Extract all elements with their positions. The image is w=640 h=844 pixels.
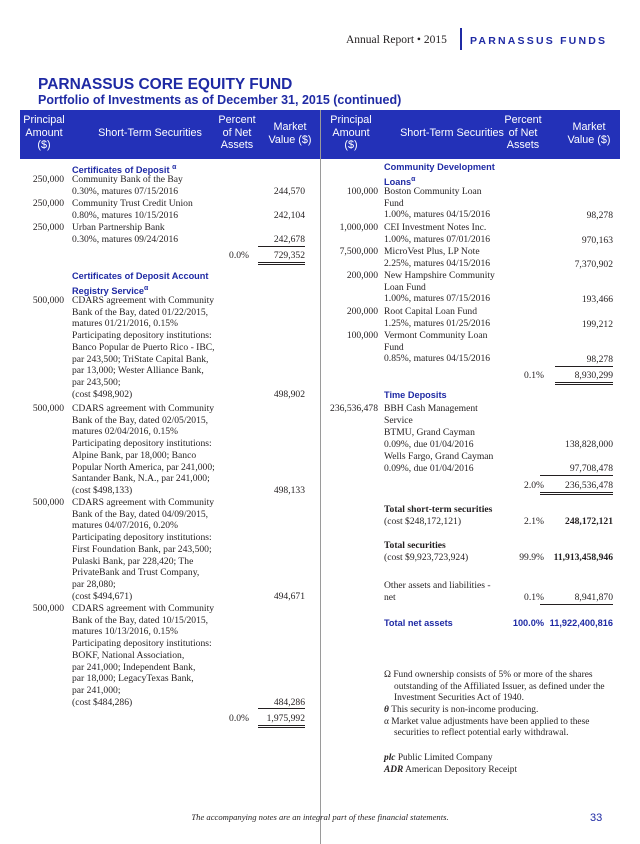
security-terms: 0.09%, due 01/04/2016 xyxy=(384,463,474,474)
security-detail: Bank of the Bay, dated 02/05/2015, xyxy=(72,414,209,426)
total-short-term-label: Total short-term securities xyxy=(384,504,493,515)
security-detail: CDARS agreement with Community xyxy=(72,603,215,614)
column-divider xyxy=(320,110,321,844)
section-title-cdl xyxy=(384,162,495,188)
col-percent-line2: of Net xyxy=(222,126,252,139)
security-name: BTMU, Grand Cayman xyxy=(384,427,475,438)
market-value: 498,133 xyxy=(273,484,305,496)
security-name: Community Trust Credit Union xyxy=(72,198,193,209)
total-net-assets-percent: 100.0% xyxy=(512,618,544,628)
other-assets-label: Other assets and liabilities - xyxy=(384,580,491,591)
security-detail: Participating depository institutions: xyxy=(72,532,212,544)
note-alpha-text-2: securities to reflect potential early withdrawal. xyxy=(394,728,569,738)
total-net-assets-value: 11,922,400,816 xyxy=(549,618,613,628)
cdars-title-line1: Certificates of Deposit Account xyxy=(72,271,209,281)
col-percent-line1: Percent xyxy=(218,114,256,126)
subtotal-value: 729,352 xyxy=(258,250,305,265)
security-detail: 1.25%, matures 01/25/2016 xyxy=(384,317,491,329)
other-assets-value: 8,941,870 xyxy=(540,592,613,605)
brand-name: PARNASSUS FUNDS xyxy=(470,35,608,47)
market-value: 97,708,478 xyxy=(540,463,613,476)
market-value: 242,104 xyxy=(273,210,305,221)
other-assets-label-2: net xyxy=(384,592,396,603)
col-principal-line3: ($) xyxy=(37,139,51,151)
section-title-cdars xyxy=(72,271,208,297)
security-detail: MicroVest Plus, LP Note xyxy=(384,246,480,257)
security-detail: CDARS agreement with Community xyxy=(72,497,215,508)
col-securities-left: Short-Term Securities xyxy=(98,127,202,139)
note-plc xyxy=(384,753,493,765)
col-principal-r-line2: Amount xyxy=(332,126,370,139)
security-name: Community Bank of the Bay xyxy=(72,174,183,185)
principal-amount: 200,000 xyxy=(346,270,378,281)
total-short-term-percent: 2.1% xyxy=(524,516,544,527)
principal-amount: 500,000 xyxy=(32,497,64,508)
security-detail: Participating depository institutions: xyxy=(72,638,212,650)
alpha-mark: α xyxy=(411,175,416,183)
security-detail: 1.00%, matures 07/15/2016 xyxy=(384,293,491,305)
col-securities-right: Short-Term Securities xyxy=(400,127,504,139)
security-detail: Vermont Community Loan xyxy=(384,330,488,341)
total-net-assets-label: Total net assets xyxy=(384,618,453,628)
subtotal-percent: 0.0% xyxy=(229,713,249,724)
market-value: 98,278 xyxy=(555,354,613,367)
market-value: 244,570 xyxy=(273,186,305,197)
security-detail: Participating depository institutions: xyxy=(72,330,212,342)
security-detail: Root Capital Loan Fund xyxy=(384,306,478,317)
section-title-td: Time Deposits xyxy=(384,390,447,400)
market-value: 199,212 xyxy=(581,318,613,330)
security-detail: par 28,080; xyxy=(72,578,116,590)
security-terms: 0.80%, matures 10/15/2016 xyxy=(72,210,179,221)
security-detail: matures 04/07/2016, 0.20% xyxy=(72,520,179,532)
security-detail: matures 10/13/2016, 0.15% xyxy=(72,626,179,638)
note-alpha-text-1: Market value adjustments have been applied to these xyxy=(391,716,590,727)
subtotal-value: 1,975,992 xyxy=(258,713,305,728)
security-detail: matures 02/04/2016, 0.15% xyxy=(72,426,179,438)
security-detail: Banco Popular de Puerto Rico - IBC, xyxy=(72,341,215,353)
security-detail: First Foundation Bank, par 243,500; xyxy=(72,543,212,555)
security-name: Urban Partnership Bank xyxy=(72,222,165,233)
col-percent-r-line2: of Net xyxy=(508,126,538,139)
security-detail: 0.85%, matures 04/15/2016 xyxy=(384,353,491,365)
note-adr xyxy=(384,765,517,777)
security-detail: par 18,000; LegacyTexas Bank, xyxy=(72,673,194,685)
market-value: 7,370,902 xyxy=(574,258,613,270)
note-omega-text-2: outstanding of the Affiliated Issuer, as defined under the xyxy=(394,681,605,692)
security-detail: Fund xyxy=(384,197,404,209)
note-theta xyxy=(384,705,538,717)
report-year: 2015 xyxy=(423,34,447,46)
plc-abbr: plc xyxy=(384,753,396,763)
col-market-left xyxy=(264,121,316,146)
security-detail: par 243,500; TriState Capital Bank, xyxy=(72,353,209,365)
principal-amount: 500,000 xyxy=(32,403,64,414)
security-detail: par 241,000; Independent Bank, xyxy=(72,661,196,673)
security-detail: CDARS agreement with Community xyxy=(72,403,215,414)
header-bullet: • xyxy=(416,34,421,46)
alpha-symbol: α xyxy=(384,716,389,727)
market-value: 970,163 xyxy=(581,234,613,246)
note-alpha xyxy=(384,717,589,729)
omega-symbol: Ω xyxy=(384,670,391,680)
principal-amount: 100,000 xyxy=(346,330,378,341)
market-value: 484,286 xyxy=(258,697,305,710)
security-name: BBH Cash Management xyxy=(384,403,478,414)
security-name: Service xyxy=(384,415,413,426)
alpha-mark: α xyxy=(172,164,177,171)
total-securities-value: 11,913,458,946 xyxy=(553,552,613,563)
security-detail: par 243,500; xyxy=(72,376,121,388)
security-detail: (cost $498,133) xyxy=(72,484,133,496)
col-principal-line1: Principal xyxy=(23,114,65,126)
subtotal-percent: 0.0% xyxy=(229,250,249,261)
security-detail: New Hampshire Community xyxy=(384,270,495,281)
security-detail: Alpine Bank, par 18,000; Banco xyxy=(72,449,197,461)
security-detail: BOKF, National Association, xyxy=(72,649,185,661)
security-name: Wells Fargo, Grand Cayman xyxy=(384,451,494,462)
security-detail: 1.00%, matures 04/15/2016 xyxy=(384,209,491,221)
note-omega-text-1: Fund ownership consists of 5% or more of the shares xyxy=(393,670,593,680)
security-detail: Fund xyxy=(384,341,404,353)
note-theta-text: This security is non-income producing. xyxy=(391,705,539,715)
security-detail: (cost $498,902) xyxy=(72,388,133,400)
cod-title-text: Certificates of Deposit xyxy=(72,165,170,176)
principal-amount: 200,000 xyxy=(346,306,378,317)
col-principal-line2: Amount xyxy=(25,126,63,139)
fund-title: PARNASSUS CORE EQUITY FUND xyxy=(38,76,293,93)
security-detail: Santander Bank, N.A., par 241,000; xyxy=(72,473,210,485)
total-securities-percent: 99.9% xyxy=(519,552,544,563)
security-detail: PrivateBank and Trust Company, xyxy=(72,567,200,579)
total-short-term-cost: (cost $248,172,121) xyxy=(384,516,462,527)
security-detail: Loan Fund xyxy=(384,281,426,293)
market-value: 193,466 xyxy=(581,294,613,306)
security-detail: par 241,000; xyxy=(72,684,121,696)
subtotal-percent: 2.0% xyxy=(524,480,544,491)
principal-amount: 250,000 xyxy=(32,222,64,233)
running-header xyxy=(346,34,447,46)
total-securities-label: Total securities xyxy=(384,540,446,551)
security-detail: CEI Investment Notes Inc. xyxy=(384,222,487,233)
col-market-right xyxy=(560,121,618,146)
col-market-line1: Market xyxy=(273,121,307,133)
security-detail: Participating depository institutions: xyxy=(72,438,212,450)
col-percent-r-line3: Assets xyxy=(506,139,540,151)
col-principal-left xyxy=(20,114,68,152)
col-percent-left xyxy=(213,114,261,152)
page-subtitle: Portfolio of Investments as of December 31, 2015 (continued) xyxy=(38,93,402,107)
security-terms: 0.30%, matures 09/24/2016 xyxy=(72,234,179,245)
principal-amount: 1,000,000 xyxy=(339,222,378,233)
col-principal-r-line1: Principal xyxy=(330,114,372,126)
market-value: 98,278 xyxy=(586,210,613,222)
cdars-title-text: Registry Service xyxy=(72,285,145,296)
principal-amount: 100,000 xyxy=(346,186,378,197)
total-securities-cost: (cost $9,923,723,924) xyxy=(384,552,469,563)
header-divider xyxy=(460,28,462,50)
page-number: 33 xyxy=(590,812,603,824)
security-terms: 0.30%, matures 07/15/2016 xyxy=(72,186,179,197)
col-percent-line3: Assets xyxy=(220,139,254,151)
market-value: 494,671 xyxy=(273,590,305,602)
col-principal-r-line3: ($) xyxy=(344,139,358,151)
plc-text: Public Limited Company xyxy=(397,753,493,763)
col-market-line2: Value ($) xyxy=(268,133,312,146)
market-value: 498,902 xyxy=(273,388,305,400)
security-detail: Popular North America, par 241,000; xyxy=(72,461,215,473)
market-value: 138,828,000 xyxy=(565,439,613,450)
cdl-title-line1: Community Development xyxy=(384,162,495,172)
alpha-mark: α xyxy=(144,284,149,292)
security-detail: 1.00%, matures 07/01/2016 xyxy=(384,233,491,245)
other-assets-percent: 0.1% xyxy=(524,592,544,603)
col-market-r-line2: Value ($) xyxy=(567,133,611,146)
note-omega-text-3: Investment Securities Act of 1940. xyxy=(394,693,524,703)
security-terms: 0.09%, due 01/04/2016 xyxy=(384,439,474,450)
security-detail: (cost $494,671) xyxy=(72,590,133,602)
principal-amount: 250,000 xyxy=(32,198,64,209)
theta-symbol: θ xyxy=(384,705,389,715)
col-percent-r-line1: Percent xyxy=(504,114,542,126)
adr-text: American Depository Receipt xyxy=(405,765,518,775)
total-short-term-value: 248,172,121 xyxy=(565,516,613,527)
security-detail: 2.25%, matures 04/15/2016 xyxy=(384,257,491,269)
subtotal-value: 236,536,478 xyxy=(540,480,613,495)
subtotal-value: 8,930,299 xyxy=(555,370,613,385)
col-principal-right xyxy=(326,114,376,152)
report-label: Annual Report xyxy=(346,34,415,46)
security-detail: Bank of the Bay, dated 04/09/2015, xyxy=(72,508,209,520)
security-detail: CDARS agreement with Community xyxy=(72,295,215,306)
security-detail: (cost $484,286) xyxy=(72,696,133,708)
principal-amount: 236,536,478 xyxy=(330,403,378,414)
footer-note: The accompanying notes are an integral part of these financial statements. xyxy=(191,812,449,822)
principal-amount: 500,000 xyxy=(32,603,64,614)
security-detail: par 13,000; Wester Alliance Bank, xyxy=(72,365,204,377)
principal-amount: 500,000 xyxy=(32,295,64,306)
security-detail: Boston Community Loan xyxy=(384,186,482,197)
principal-amount: 250,000 xyxy=(32,174,64,185)
col-percent-right xyxy=(498,114,548,152)
note-omega xyxy=(384,670,593,682)
adr-abbr: ADR xyxy=(384,765,404,775)
market-value: 242,678 xyxy=(258,234,305,247)
cdl-title-text: Loans xyxy=(384,176,412,187)
principal-amount: 7,500,000 xyxy=(339,246,378,257)
security-detail: Pulaski Bank, par 228,420; The xyxy=(72,555,194,567)
subtotal-percent: 0.1% xyxy=(524,370,544,381)
security-detail: Bank of the Bay, dated 10/15/2015, xyxy=(72,614,209,626)
security-detail: matures 01/21/2016, 0.15% xyxy=(72,318,179,330)
security-detail: Bank of the Bay, dated 01/22/2015, xyxy=(72,306,209,318)
col-market-r-line1: Market xyxy=(572,121,606,133)
